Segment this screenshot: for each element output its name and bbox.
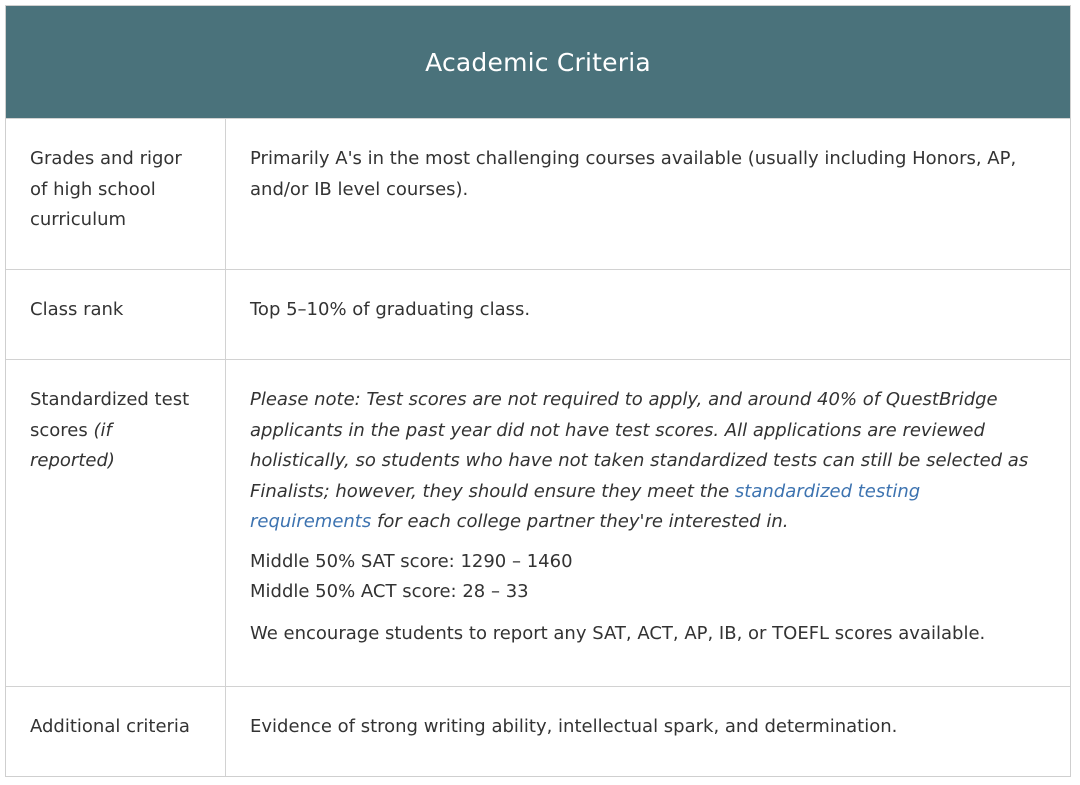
table-row-class-rank <box>6 269 1070 359</box>
row-label: Additional criteria <box>6 687 226 776</box>
act-score-range: Middle 50% ACT score: 28 – 33 <box>250 581 529 602</box>
note-tail: for each college partner they're interested in. <box>376 511 789 532</box>
row-label-note: (if reported) <box>30 419 115 471</box>
row-label-text: Standardized test scores <box>30 389 190 441</box>
table-row-grades <box>6 118 1070 269</box>
table-row-additional-criteria <box>6 686 1070 776</box>
row-value: Primarily A's in the most challenging courses available (usually including Honors, AP, and/or IB level courses). <box>250 148 1017 200</box>
table-header <box>6 6 1070 118</box>
sat-score-range: Middle 50% SAT score: 1290 – 1460 <box>250 550 573 572</box>
row-label: Class rank <box>6 270 226 359</box>
encourage-text: We encourage students to report any SAT, ACT, AP, IB, or TOEFL scores available. <box>250 622 986 644</box>
academic-criteria-table <box>5 5 1071 777</box>
table-row-standardized-tests <box>6 359 1070 686</box>
row-label: Grades and rigor of high school curriculum <box>6 119 226 269</box>
score-ranges <box>250 547 1046 608</box>
row-value <box>226 360 1070 686</box>
table-title: Academic Criteria <box>425 47 651 77</box>
row-value: Evidence of strong writing ability, intellectual spark, and determination. <box>250 716 898 737</box>
test-policy-note <box>250 385 1046 538</box>
note-text: Please note: Test scores are not required to apply, and around 40% of QuestBridge applicants in the past year did not have test scores. All applications are reviewed holistically, so students who have not taken standardized tests can still be selected as Finalists; however, they should ensure they meet the <box>250 389 1029 502</box>
row-label <box>6 360 226 686</box>
row-value: Top 5–10% of graduating class. <box>250 299 531 320</box>
standardized-testing-requirements-link[interactable]: standardized testing requirements <box>250 480 921 532</box>
